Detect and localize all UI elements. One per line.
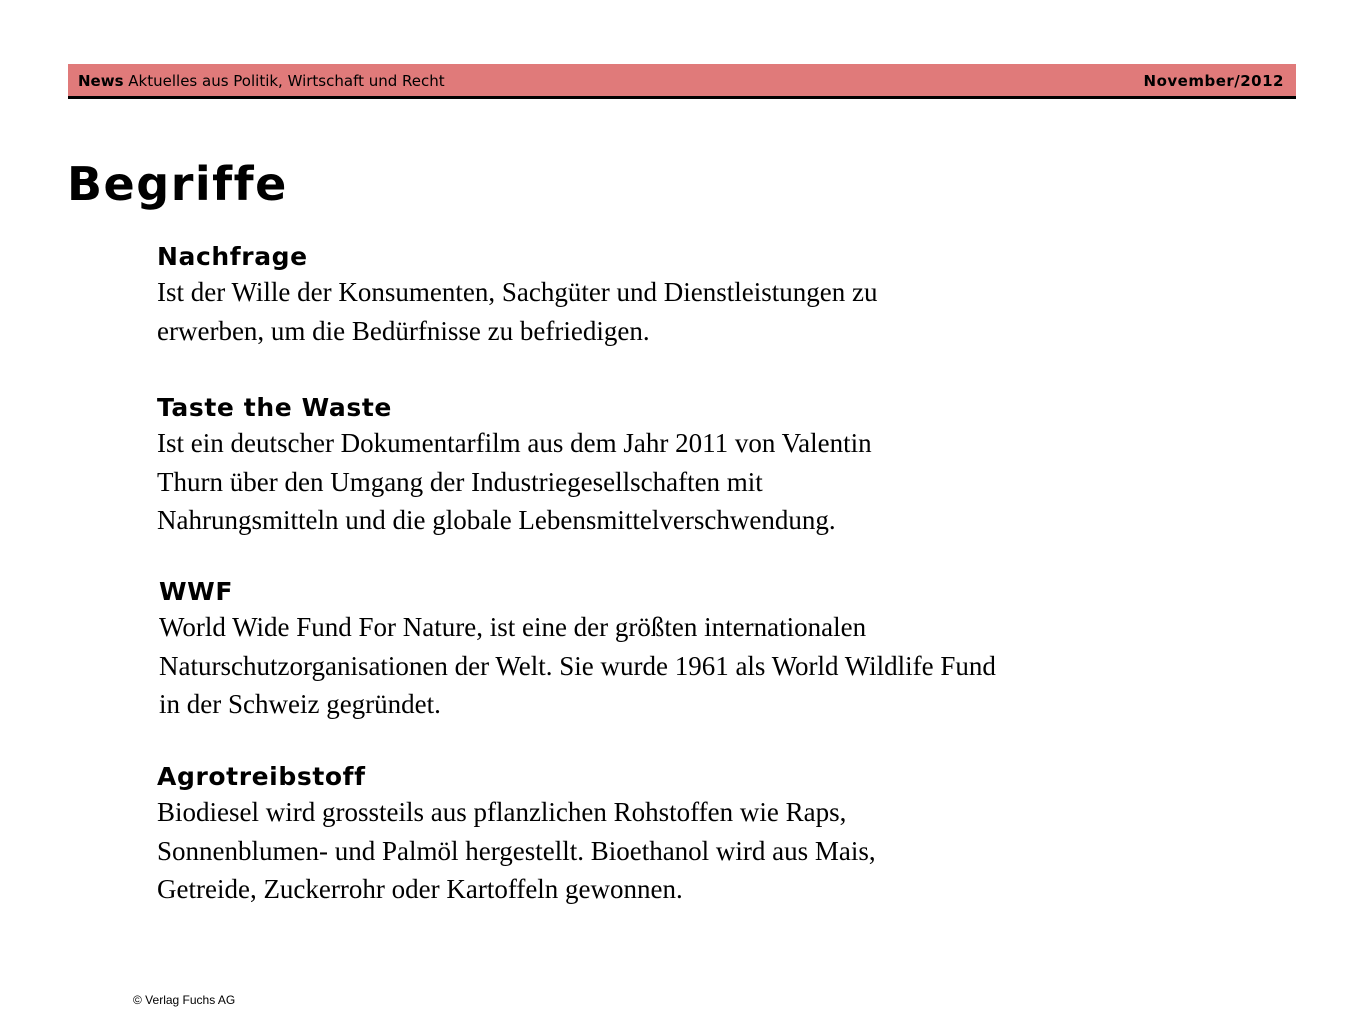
term-definition <box>157 424 872 540</box>
header-brand: News <box>78 72 124 90</box>
term-definition-line: erwerben, um die Bedürfnisse zu befriedigen. <box>157 315 650 346</box>
term-definition-line: Naturschutzorganisationen der Welt. Sie wurde 1961 als World Wildlife Fund <box>159 650 996 681</box>
term-title: Taste the Waste <box>157 393 392 422</box>
term-definition-line: Sonnenblumen- und Palmöl hergestellt. Bioethanol wird aus Mais, <box>157 835 876 866</box>
term-definition-line: Thurn über den Umgang der Industriegesellschaften mit <box>157 466 763 497</box>
term-definition <box>159 608 996 724</box>
header-subtitle: Aktuelles aus Politik, Wirtschaft und Recht <box>128 72 445 90</box>
header-left <box>78 71 445 91</box>
term-title: WWF <box>159 577 234 606</box>
term-taste-the-waste <box>157 392 872 540</box>
header-bar <box>68 64 1296 99</box>
copyright-notice: © Verlag Fuchs AG <box>133 993 236 1007</box>
term-definition-line: in der Schweiz gegründet. <box>159 689 441 719</box>
term-definition-line: Biodiesel wird grossteils aus pflanzlichen Rohstoffen wie Raps, <box>157 797 847 827</box>
term-definition-line: Ist der Wille der Konsumenten, Sachgüter und Dienstleistungen zu <box>157 277 878 307</box>
page-title: Begriffe <box>67 157 288 211</box>
term-definition-line: Ist ein deutscher Dokumentarfilm aus dem Jahr 2011 von Valentin <box>157 428 872 458</box>
term-title: Nachfrage <box>157 242 308 271</box>
header-date: November/2012 <box>1143 72 1284 90</box>
term-wwf <box>159 576 996 724</box>
term-nachfrage <box>157 241 878 350</box>
term-definition-line: World Wide Fund For Nature, ist eine der größten internationalen <box>159 612 867 642</box>
term-agrotreibstoff <box>157 761 876 909</box>
term-definition <box>157 273 878 350</box>
term-definition-line: Nahrungsmitteln und die globale Lebensmittelverschwendung. <box>157 505 836 535</box>
term-title: Agrotreibstoff <box>157 762 366 791</box>
term-definition-line: Getreide, Zuckerrohr oder Kartoffeln gewonnen. <box>157 874 683 904</box>
term-definition <box>157 793 876 909</box>
